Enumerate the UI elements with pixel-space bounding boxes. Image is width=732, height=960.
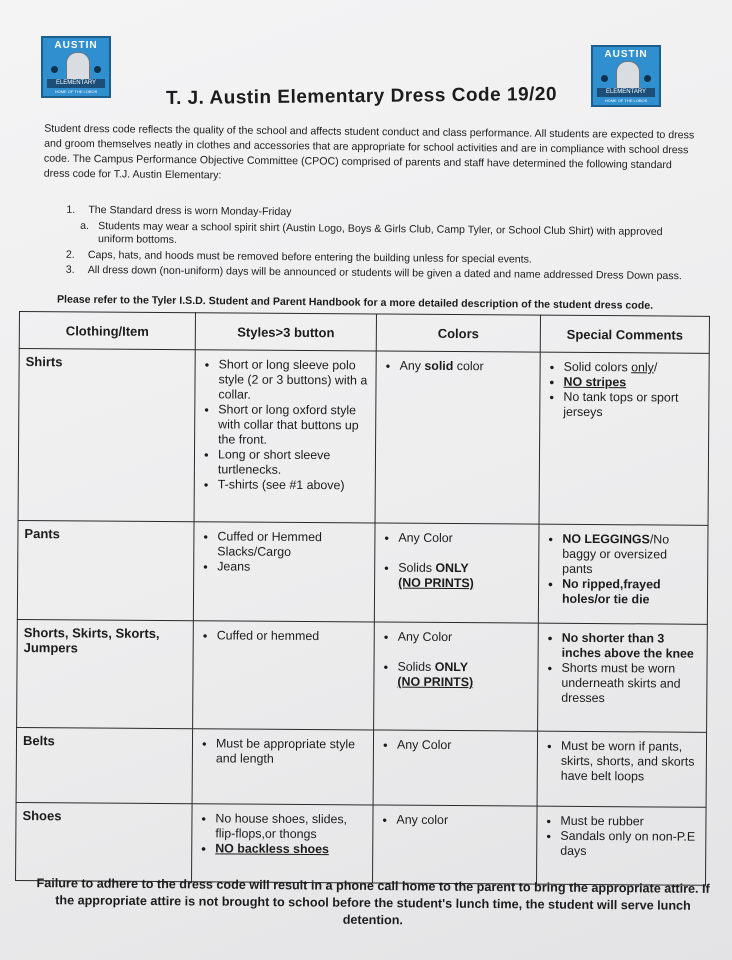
colors-cell — [374, 622, 539, 731]
comment-entry: • Shorts must be worn underneath skirts and dresses — [561, 661, 699, 707]
handbook-reference: Please refer to the Tyler I.S.D. Student and Parent Handbook for a more detailed description of the student dress code. — [56, 293, 654, 312]
paw-icon — [601, 75, 608, 82]
colors-cell — [373, 730, 538, 806]
row-item-label: Shoes — [16, 802, 193, 881]
table-row — [16, 802, 707, 885]
list-text: Caps, hats, and hoods must be removed before entering the building unless for special events. — [87, 248, 532, 266]
column-header: Colors — [376, 314, 540, 352]
comment-entry: • NO stripes — [563, 375, 701, 391]
color-entry: • Solids ONLY (NO PRINTS) — [397, 660, 530, 691]
colors-cell — [373, 805, 538, 884]
color-entry: • Solids ONLY (NO PRINTS) — [398, 561, 531, 592]
color-entry: • Any color — [396, 813, 529, 829]
color-entry: • Any Color — [398, 630, 531, 646]
style-entry: • Cuffed or Hemmed Slacks/Cargo — [217, 529, 367, 560]
color-entry: • Any solid color — [400, 359, 533, 375]
style-entry: • Must be appropriate style and length — [216, 736, 366, 767]
colors-cell — [375, 351, 540, 524]
logo-band-text: ELEMENTARY — [597, 88, 655, 97]
comments-cell — [538, 524, 708, 624]
row-item-label: Belts — [16, 727, 193, 803]
list-number: a. — [80, 219, 90, 232]
list-number: 3. — [65, 263, 75, 276]
style-entry: • No house shoes, slides, flip-flops,or thongs — [215, 811, 365, 842]
colors-cell — [374, 523, 539, 623]
color-entry: • Any Color — [397, 738, 530, 754]
styles-cell — [194, 350, 376, 523]
row-item-label: Shirts — [18, 349, 195, 522]
row-item-label: Pants — [17, 520, 194, 620]
dress-code-table-wrap — [15, 311, 709, 884]
intro-paragraph: Student dress code reflects the quality of the school and affects student conduct and class performance. All students are expected to dress and groom themselves neatly in clothes and accessories that are appropriate for school activities and are in compliance with school dress code. The Campus Performance Objective Committee (CPOC) comprised of parents and staff have determined the following standard dress code for T.J. Austin Elementary: — [43, 122, 695, 182]
table-row — [18, 349, 709, 526]
comment-entry: • Solid colors only/ — [564, 360, 702, 376]
style-entry: • NO backless shoes — [215, 841, 365, 857]
list-number: 1. — [66, 203, 76, 216]
paw-icon — [644, 75, 651, 82]
style-entry: • Jeans — [217, 559, 367, 575]
style-entry: • Cuffed or hemmed — [217, 628, 367, 644]
school-logo-right — [591, 45, 661, 107]
list-sub-item — [66, 219, 686, 252]
style-entry: • Long or short sleeve turtlenecks. — [218, 447, 368, 478]
logo-band-text: ELEMENTARY — [47, 79, 105, 88]
style-entry: • T-shirts (see #1 above) — [218, 477, 368, 493]
table-header-row — [19, 312, 709, 354]
table-row — [17, 520, 708, 624]
style-entry: • Short or long sleeve polo style (2 or 3 buttons) with a collar. — [218, 357, 368, 403]
styles-cell — [192, 729, 374, 805]
list-text: Students may wear a school spirit shirt (Austin Logo, Boys & Girls Club, Camp Tyler, or School Club Shirt) with approved uniform bottoms. — [97, 219, 663, 246]
list-number: 2. — [65, 248, 75, 261]
logo-arc-text: AUSTIN — [604, 49, 648, 60]
logo-motto-text: HOME OF THE LOBOS — [54, 89, 98, 94]
logo-arc-text: AUSTIN — [54, 40, 98, 51]
comment-entry: • No shorter than 3 inches above the knee — [562, 631, 700, 662]
comment-entry: • Must be rubber — [560, 814, 698, 830]
comment-entry: • NO LEGGINGS/No baggy or oversized pants — [562, 532, 700, 578]
comment-entry: • Sandals only on non-P.E days — [560, 829, 698, 860]
styles-cell — [192, 804, 374, 883]
row-item-label: Shorts, Skirts, Skorts, Jumpers — [17, 619, 194, 728]
column-header: Styles>3 button — [195, 313, 376, 351]
comments-cell — [539, 352, 709, 525]
list-text: All dress down (non-uniform) days will be announced or students will be given a dated and name addressed Dress Down pass. — [87, 263, 682, 283]
school-logo-left — [41, 36, 111, 98]
comments-cell — [537, 806, 707, 885]
logo-motto-text: HOME OF THE LOBOS — [604, 98, 648, 103]
styles-cell — [193, 522, 375, 622]
styles-cell — [193, 621, 375, 730]
paw-icon — [51, 66, 58, 73]
rules-list — [66, 204, 687, 286]
footer-notice: Failure to adhere to the dress code will result in a phone call home to the parent to bring the appropriate attire. If the appropriate attire is not brought to school before the student's lunch time, the student will serve lunch detention. — [36, 876, 710, 928]
comment-entry: • No ripped,frayed holes/or tie die — [562, 577, 700, 608]
column-header: Clothing/Item — [19, 312, 195, 350]
style-entry: • Short or long oxford style with collar that buttons up the front. — [218, 402, 368, 448]
column-header: Special Comments — [540, 315, 709, 353]
paw-icon — [94, 66, 101, 73]
page-title: T. J. Austin Elementary Dress Code 19/20 — [165, 83, 558, 110]
comments-cell — [538, 623, 708, 732]
dress-code-table — [15, 311, 710, 886]
color-entry: • Any Color — [398, 531, 531, 547]
comment-entry: • No tank tops or sport jerseys — [563, 390, 701, 421]
comments-cell — [537, 731, 707, 807]
table-row — [16, 727, 707, 807]
table-row — [17, 619, 708, 732]
comment-entry: • Must be worn if pants, skirts, shorts, and skorts have belt loops — [561, 739, 699, 785]
list-text: The Standard dress is worn Monday-Friday — [88, 203, 292, 219]
